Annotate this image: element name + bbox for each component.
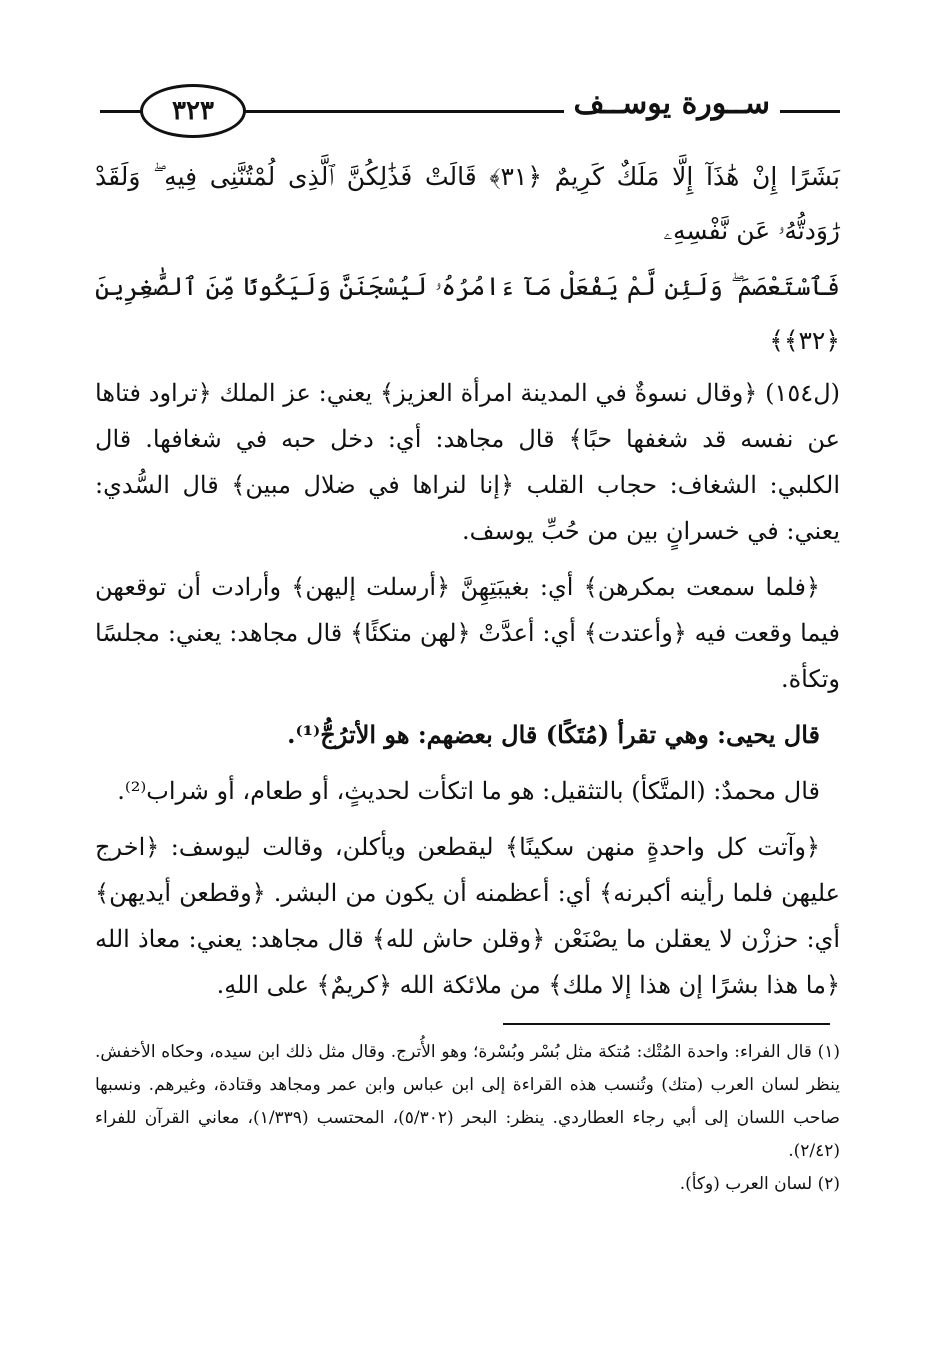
footnote-1: (١) قال الفراء: واحدة المُتْك: مُتكة مثل بُسْر وبُسْرة؛ وهو الأُترج. وقال مثل ذلك ابن سيده، وحكاه الأخفش. ينظر لسان العرب (متك) وتُنسب هذه القراءة إلى ابن عباس وابن عمر ومجاهد وقتادة، وغيرهم. ونسبها صاحب اللسان إلى أبي رجاء العطاردي. ينظر: البحر (٥/٣٠٢)، المحتسب (١/٣٣٩)، معاني القرآن للفراء (٢/٤٢). [95, 1042, 840, 1161]
surah-title: ســورة يوســف [564, 86, 780, 121]
footnotes [95, 1036, 840, 1201]
commentary-paragraph: قال محمدٌ: (المتَّكأ) بالتثقيل: هو ما اتكأت لحديثٍ، أو طعام، أو شراب⁽²⁾. [117, 777, 820, 805]
page-header [100, 82, 840, 142]
main-text [95, 150, 840, 1018]
commentary-paragraph: ﴿فلما سمعت بمكرهن﴾ أي: بغيبَتِهِنَّ ﴿أرسلت إليهن﴾ وأرادت أن توقعهن فيما وقعت فيه ﴿وأعتدت﴾ أي: أعدَّتْ ﴿لهن متكئًا﴾ قال مجاهد: يعني: مجلسًا وتكأة. [95, 573, 840, 693]
quran-verse-line: فَٱسْتَعْصَمَ ۖ وَلَئِن لَّمْ يَفْعَلْ مَآ ءَامُرُهُۥ لَيُسْجَنَنَّ وَلَيَكُونًا مِّنَ ٱلصَّٰغِرِينَ ﴿٣٢﴾﴾ [95, 272, 840, 355]
commentary-paragraph: (ل١٥٤) ﴿وقال نسوةٌ في المدينة امرأة العزيز﴾ يعني: عز الملك ﴿تراود فتاها عن نفسه قد شغفها حبًا﴾ قال مجاهد: أي: دخل حبه في شغافها. قال الكلبي: الشغاف: حجاب القلب ﴿إنا لنراها في ضلال مبين﴾ قال السُّدي: يعني: في خسرانٍ بين من حُبِّ يوسف. [95, 379, 840, 545]
commentary-paragraph: قال يحيى: وهي تقرأ (مُتَكًا) قال بعضهم: هو الأترُجُّ⁽¹⁾. [287, 720, 820, 749]
page-number-badge: ٣٢٣ [140, 84, 246, 138]
footnote-2: (٢) لسان العرب (وكأ). [679, 1174, 840, 1194]
commentary-paragraph: ﴿وآتت كل واحدةٍ منهن سكينًا﴾ ليقطعن ويأكلن، وقالت ليوسف: ﴿اخرج عليهن فلما رأينه أكبرنه﴾ أي: أعظمنه أن يكون من البشر. ﴿وقطعن أيديهن﴾ أي: حززْن لا يعقلن ما يصْنَعْن ﴿وقلن حاش لله﴾ قال مجاهد: يعني: معاذ الله ﴿ما هذا بشرًا إن هذا إلا ملك﴾ من ملائكة الله ﴿كريمٌ﴾ على اللهِ. [95, 833, 840, 999]
quran-verse-line: بَشَرًا إِنْ هَٰذَآ إِلَّا مَلَكٌ كَرِيمٌ ﴿٣١﴾ قَالَتْ فَذَٰلِكُنَّ ٱلَّذِى لُمْتُنَّنِى فِيهِ ۖ وَلَقَدْ رَٰوَدتُّهُۥ عَن نَّفْسِهِۦ [95, 162, 840, 245]
footnote-separator [503, 1023, 830, 1025]
